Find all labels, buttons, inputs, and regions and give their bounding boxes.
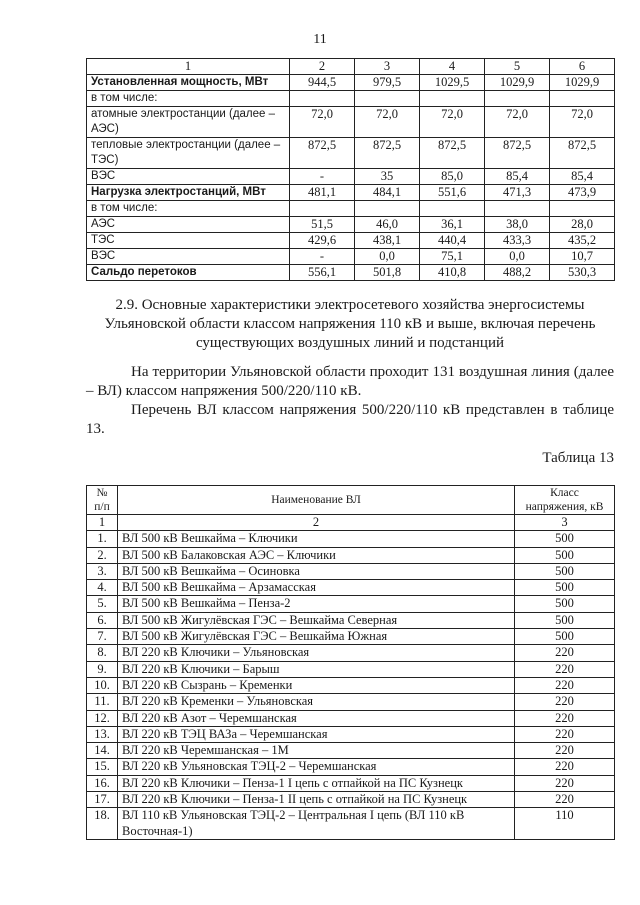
row-label: в том числе: [87,91,290,107]
value-cell: 944,5 [290,75,355,91]
table-row [87,563,615,579]
table-row [87,710,615,726]
value-cell: 10,7 [550,249,615,265]
row-number-cell: 12. [87,710,118,726]
table-row [87,775,615,791]
line-name-cell: ВЛ 500 кВ Вешкайма – Пенза-2 [118,596,515,612]
value-cell: 440,4 [420,233,485,249]
value-cell [355,201,420,217]
line-name-cell: ВЛ 500 кВ Вешкайма – Арзамасская [118,580,515,596]
value-cell: 501,8 [355,265,420,281]
voltage-class-cell: 220 [515,759,615,775]
column-index-cell: 4 [420,59,485,75]
row-label: ВЭС [87,249,290,265]
row-label: ВЭС [87,169,290,185]
page-number: 11 [313,32,327,47]
voltage-class-cell: 500 [515,563,615,579]
table-row [87,596,615,612]
value-cell: 72,0 [290,107,355,138]
row-label: Установленная мощность, МВт [87,75,290,91]
voltage-class-cell: 220 [515,677,615,693]
table-row [87,91,615,107]
value-cell: 435,2 [550,233,615,249]
value-cell: - [290,249,355,265]
column-index-cell: 2 [290,59,355,75]
row-number-cell: 9. [87,661,118,677]
column-header-number: № п/п [87,486,118,515]
table-row [87,759,615,775]
value-cell: 38,0 [485,217,550,233]
power-balance-table [86,58,615,281]
value-cell: 75,1 [420,249,485,265]
row-number-cell: 8. [87,645,118,661]
row-number-cell: 16. [87,775,118,791]
value-cell [290,91,355,107]
voltage-class-cell: 500 [515,547,615,563]
value-cell: 488,2 [485,265,550,281]
value-cell: 484,1 [355,185,420,201]
line-name-cell: ВЛ 220 кВ Ключики – Ульяновская [118,645,515,661]
index-cell: 2 [118,515,515,531]
table-row [87,75,615,91]
line-name-cell: ВЛ 220 кВ ТЭЦ ВАЗа – Черемшанская [118,726,515,742]
table13-index-row [87,515,615,531]
voltage-class-cell: 500 [515,596,615,612]
value-cell: 872,5 [355,138,420,169]
paragraph-overhead-lines-count: На территории Ульяновской области проходит 131 воздушная линия (далее – ВЛ) классом напряжения 500/220/110 кВ. [86,364,614,399]
line-name-cell: ВЛ 500 кВ Вешкайма – Ключики [118,531,515,547]
value-cell: 410,8 [420,265,485,281]
row-number-cell: 2. [87,547,118,563]
row-number-cell: 3. [87,563,118,579]
value-cell: 85,4 [485,169,550,185]
voltage-class-cell: 220 [515,645,615,661]
line-name-cell: ВЛ 110 кВ Ульяновская ТЭЦ-2 – Центральная I цепь (ВЛ 110 кВ Восточная-1) [118,808,515,840]
line-name-cell: ВЛ 500 кВ Жигулёвская ГЭС – Вешкайма Южная [118,629,515,645]
value-cell [485,91,550,107]
row-label: АЭС [87,217,290,233]
table-row [87,743,615,759]
value-cell: 72,0 [485,107,550,138]
table-row [87,808,615,840]
row-label: атомные электростанции (далее – АЭС) [87,107,290,138]
index-cell: 3 [515,515,615,531]
value-cell: 872,5 [485,138,550,169]
row-label: тепловые электростанции (далее – ТЭС) [87,138,290,169]
voltage-class-cell: 500 [515,612,615,628]
value-cell: 433,3 [485,233,550,249]
row-number-cell: 13. [87,726,118,742]
value-cell: 872,5 [420,138,485,169]
value-cell: 72,0 [420,107,485,138]
value-cell: 36,1 [420,217,485,233]
table-row [87,726,615,742]
table-row [87,185,615,201]
line-name-cell: ВЛ 220 кВ Ульяновская ТЭЦ-2 – Черемшанская [118,759,515,775]
value-cell: 35 [355,169,420,185]
value-cell: 530,3 [550,265,615,281]
value-cell [420,91,485,107]
table-row [87,677,615,693]
table-row [87,580,615,596]
column-index-cell: 6 [550,59,615,75]
table-row [87,694,615,710]
voltage-class-cell: 500 [515,531,615,547]
line-name-cell: ВЛ 220 кВ Ключики – Барыш [118,661,515,677]
value-cell: 1029,5 [420,75,485,91]
row-label: в том числе: [87,201,290,217]
value-cell: 872,5 [290,138,355,169]
row-label: Сальдо перетоков [87,265,290,281]
row-number-cell: 17. [87,792,118,808]
value-cell: 429,6 [290,233,355,249]
voltage-class-cell: 220 [515,792,615,808]
value-cell: 979,5 [355,75,420,91]
row-number-cell: 15. [87,759,118,775]
column-header-voltage-class: Класс напряжения, кВ [515,486,615,515]
value-cell: 51,5 [290,217,355,233]
table-row [87,661,615,677]
value-cell: 872,5 [550,138,615,169]
table-row [87,201,615,217]
table-row [87,612,615,628]
table-row [87,169,615,185]
table13-header-row [87,486,615,515]
table-row [87,233,615,249]
value-cell [420,201,485,217]
value-cell: 0,0 [485,249,550,265]
table-row [87,138,615,169]
value-cell: 85,0 [420,169,485,185]
voltage-class-cell: 220 [515,710,615,726]
voltage-class-cell: 500 [515,629,615,645]
value-cell: 438,1 [355,233,420,249]
table-row [87,645,615,661]
voltage-class-cell: 220 [515,661,615,677]
value-cell: 85,4 [550,169,615,185]
value-cell [290,201,355,217]
paragraph-table-reference: Перечень ВЛ классом напряжения 500/220/110 кВ представлен в таблице 13. [86,402,614,437]
line-name-cell: ВЛ 220 кВ Ключики – Пенза-1 II цепь с отпайкой на ПС Кузнецк [118,792,515,808]
value-cell: - [290,169,355,185]
row-number-cell: 7. [87,629,118,645]
table-row [87,792,615,808]
value-cell: 551,6 [420,185,485,201]
row-number-cell: 6. [87,612,118,628]
value-cell: 481,1 [290,185,355,201]
line-name-cell: ВЛ 220 кВ Ключики – Пенза-1 I цепь с отпайкой на ПС Кузнецк [118,775,515,791]
row-number-cell: 5. [87,596,118,612]
overhead-lines-table [86,485,615,840]
table-row [87,265,615,281]
voltage-class-cell: 220 [515,726,615,742]
table-row [87,629,615,645]
voltage-class-cell: 220 [515,775,615,791]
value-cell: 72,0 [355,107,420,138]
column-index-cell: 5 [485,59,550,75]
value-cell [355,91,420,107]
row-number-cell: 11. [87,694,118,710]
value-cell [550,201,615,217]
value-cell: 1029,9 [550,75,615,91]
table-row [87,107,615,138]
value-cell: 556,1 [290,265,355,281]
line-name-cell: ВЛ 220 кВ Кременки – Ульяновская [118,694,515,710]
section-heading: 2.9. Основные характеристики электросетевого хозяйства энергосистемы Ульяновской области классом напряжения 110 кВ и выше, включая перечень существующих воздушных линий и подстанций [104,297,596,351]
value-cell: 0,0 [355,249,420,265]
table1-header-row [87,59,615,75]
row-number-cell: 18. [87,808,118,840]
table-row [87,547,615,563]
row-label: ТЭС [87,233,290,249]
line-name-cell: ВЛ 500 кВ Вешкайма – Осиновка [118,563,515,579]
value-cell: 1029,9 [485,75,550,91]
index-cell: 1 [87,515,118,531]
voltage-class-cell: 220 [515,694,615,710]
row-number-cell: 10. [87,677,118,693]
value-cell: 471,3 [485,185,550,201]
row-number-cell: 1. [87,531,118,547]
table-row [87,531,615,547]
voltage-class-cell: 220 [515,743,615,759]
value-cell: 46,0 [355,217,420,233]
line-name-cell: ВЛ 220 кВ Черемшанская – 1М [118,743,515,759]
row-label: Нагрузка электростанций, МВт [87,185,290,201]
row-number-cell: 14. [87,743,118,759]
voltage-class-cell: 500 [515,580,615,596]
line-name-cell: ВЛ 220 кВ Сызрань – Кременки [118,677,515,693]
value-cell [485,201,550,217]
voltage-class-cell: 110 [515,808,615,840]
line-name-cell: ВЛ 500 кВ Балаковская АЭС – Ключики [118,547,515,563]
value-cell [550,91,615,107]
column-index-cell: 3 [355,59,420,75]
table-caption: Таблица 13 [542,450,614,466]
value-cell: 473,9 [550,185,615,201]
value-cell: 28,0 [550,217,615,233]
line-name-cell: ВЛ 500 кВ Жигулёвская ГЭС – Вешкайма Северная [118,612,515,628]
value-cell: 72,0 [550,107,615,138]
column-index-cell: 1 [87,59,290,75]
table-row [87,217,615,233]
row-number-cell: 4. [87,580,118,596]
table-row [87,249,615,265]
column-header-name: Наименование ВЛ [118,486,515,515]
line-name-cell: ВЛ 220 кВ Азот – Черемшанская [118,710,515,726]
